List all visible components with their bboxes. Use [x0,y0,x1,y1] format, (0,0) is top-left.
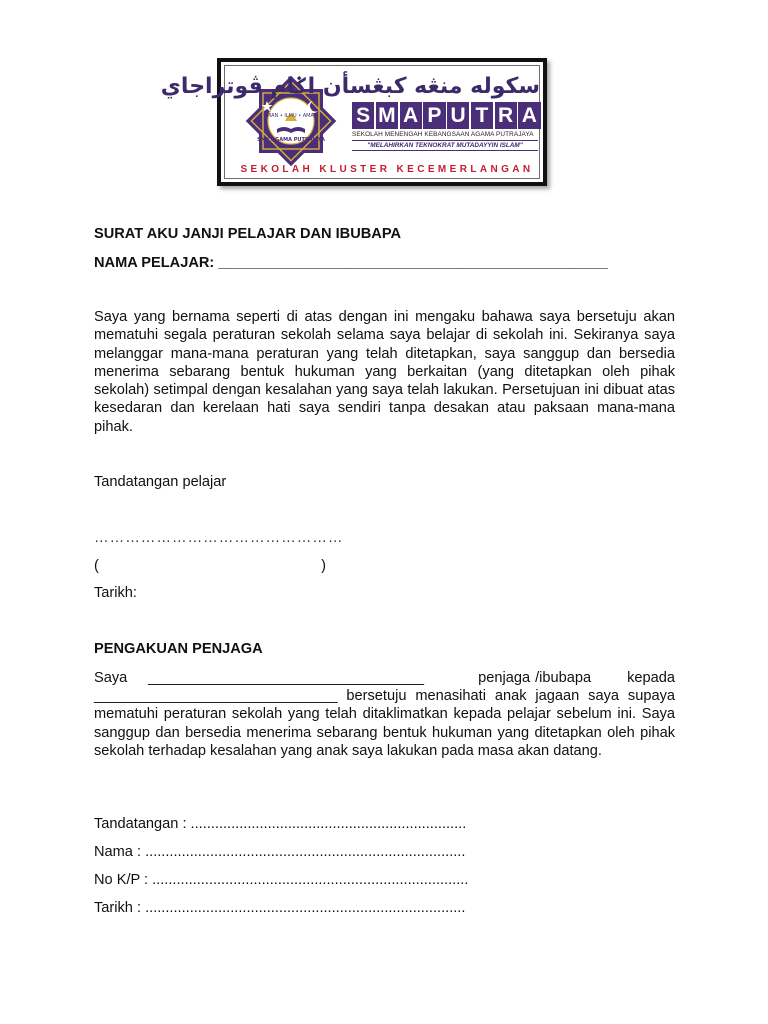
guardian-date-field: Tarikh : ............................................................................... [94,900,466,916]
wordmark-letter: S [352,102,374,129]
wordmark-letter: R [495,102,517,129]
guardian-name-field: Nama : ............................................................................... [94,844,466,860]
school-logo-banner [160,58,547,186]
student-name-field: NAMA PELAJAR: ________________________________________________ [94,255,608,271]
guardian-name-blank: __________________________________ [148,670,424,686]
student-signature-line: ………………………………………… [94,530,344,546]
guardian-kepada: kepada [627,670,675,686]
student-signature-label: Tandatangan pelajar [94,474,227,490]
pledge-paragraph: Saya yang bernama seperti di atas dengan ini mengaku bahawa saya bersetuju akan mematuhi segala peraturan sekolah selama saya belajar di sekolah ini. Sekiranya saya melanggar mana-mana peraturan yang telah ditetapkan, saya sanggup dan bersedia menerima sebarang bentuk hukuman yang berkaitan (yang ditetapkan oleh pihak sekolah) setimpal dengan kesalahan yang saya telah lakukan. Persetujuan ini dibuat atas kesedaran dan kerelaan hati saya sendiri tanpa desakan atau paksaan mana-mana pihak. [94,309,675,435]
guardian-ibubapa: /ibubapa [535,670,592,686]
guardian-paragraph: ______________________________ bersetuju menasihati anak jagaan saya supaya mematuhi peraturan sekolah yang telah ditaklimatkan kepada pelajar sebelum ini. Saya sanggup dan bersedia menerima sebarang bentuk hukuman yang ditetapkan oleh pihak sekolah terhadap kesalahan yang anak saya lakukan pada masa akan datang. [94,688,675,759]
emblem-top-text: IMAN • ILMU • AMAL [265,113,317,119]
paren-open: ( [94,558,99,574]
smaputra-wordmark [352,102,542,129]
guardian-first-line [94,669,675,687]
wordmark-letter: M [376,102,398,129]
school-motto: "MELAHIRKAN TEKNOKRAT MUTADAYYIN ISLAM" [352,140,538,151]
wordmark-letter: U [447,102,469,129]
wordmark-letter: A [518,102,540,129]
emblem-text: SMK AGAMA PUTRAJAYA [257,137,325,143]
wordmark-letter: P [423,102,445,129]
guardian-ic-field: No K/P : .............................................................................. [94,872,469,888]
logo-inner-border [160,65,540,179]
guardian-saya: Saya [94,670,128,686]
student-date-label: Tarikh: [94,585,137,601]
wordmark-letter: A [400,102,422,129]
student-name-parentheses [94,557,326,576]
guardian-penjaga: penjaga [478,670,531,686]
kluster-tagline: SEKOLAH KLUSTER KECEMERLANGAN [240,164,534,175]
guardian-role-text [442,669,675,687]
jawi-school-name: سکوله منڠه کبڠسأن اݢام ڤوتراجاي [160,74,540,99]
school-full-name: SEKOLAH MENENGAH KEBANGSAAN AGAMA PUTRAJAYA [352,131,534,138]
wordmark-letter: T [471,102,493,129]
paren-close: ) [321,558,326,574]
guardian-signature-field: Tandatangan : .................................................................... [94,816,467,832]
document-title: SURAT AKU JANJI PELAJAR DAN IBUBAPA [94,226,402,242]
guardian-heading: PENGAKUAN PENJAGA [94,641,263,657]
